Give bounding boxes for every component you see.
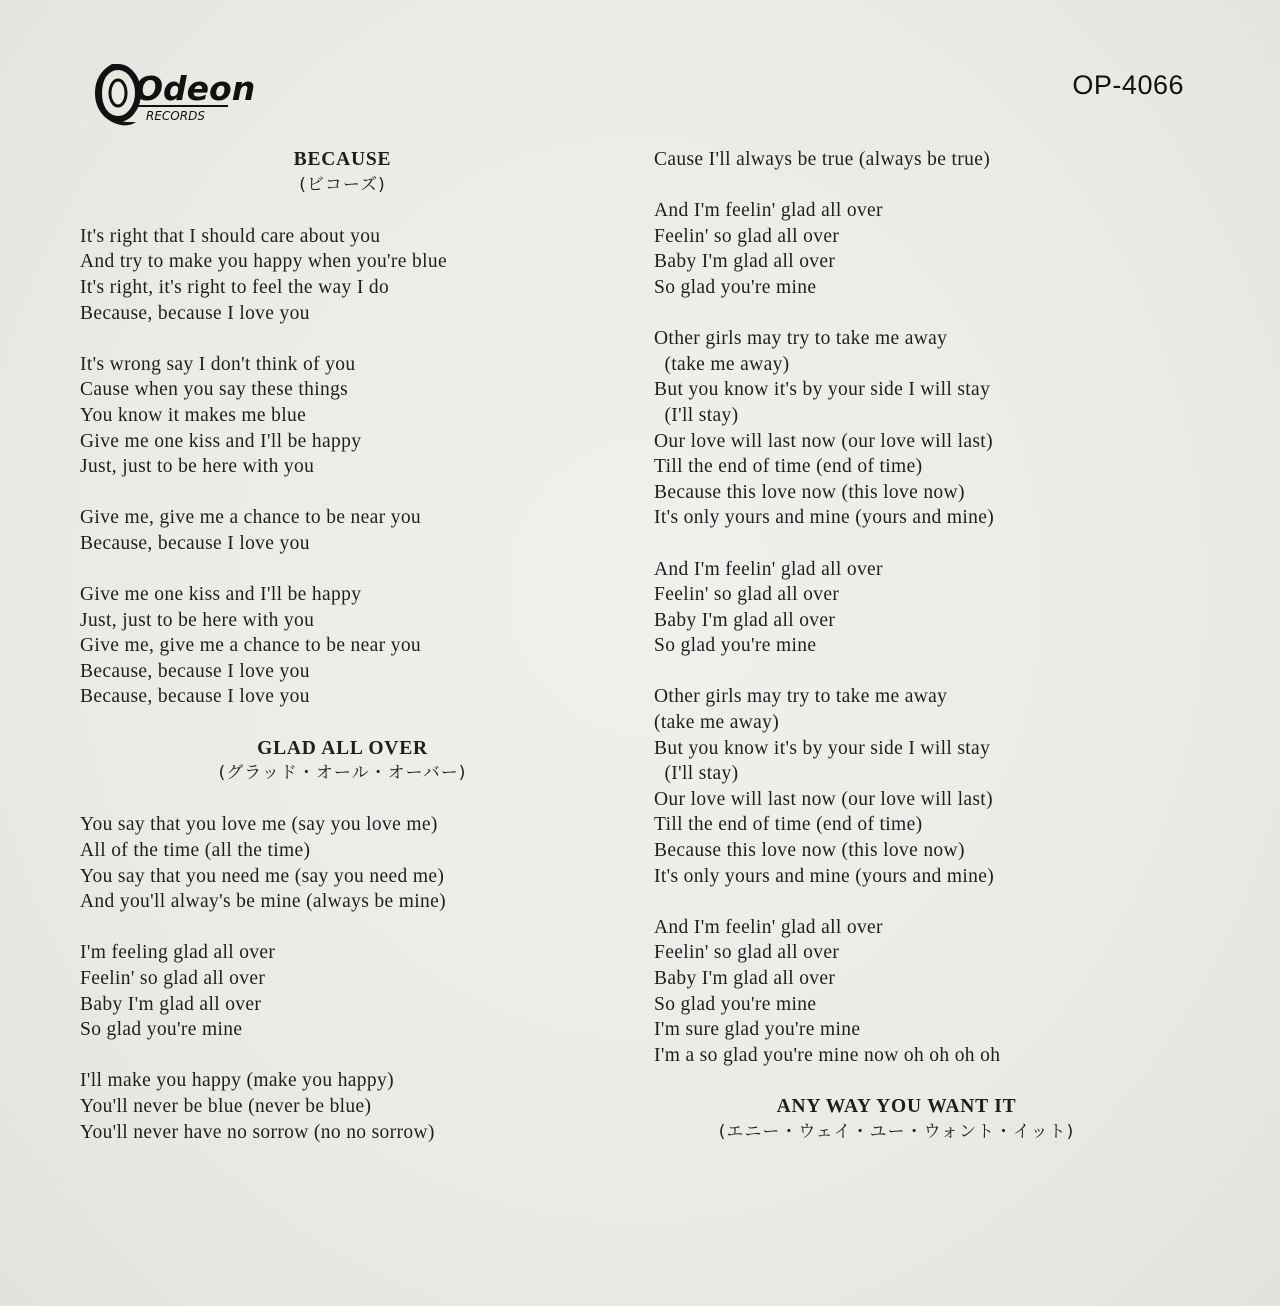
lyric-line: It's only yours and mine (yours and mine) (654, 507, 995, 529)
lyric-line: Baby I'm glad all over (654, 251, 836, 273)
lyric-line: Because this love now (this love now) (654, 840, 965, 862)
left-lyrics-column (80, 147, 625, 1145)
lyric-line: All of the time (all the time) (80, 840, 311, 862)
lyric-line: Give me one kiss and I'll be happy (80, 584, 362, 606)
lyric-line: Other girls may try to take me away (654, 328, 948, 350)
lyric-line: Feelin' so glad all over (654, 942, 840, 964)
lyric-line: I'm sure glad you're mine (654, 1019, 861, 1041)
lyric-line: Baby I'm glad all over (654, 609, 836, 631)
because-lyrics (80, 224, 625, 736)
stanza-break (654, 531, 1214, 557)
lyric-line: You say that you need me (say you need me) (80, 865, 445, 887)
lyric-line: You say that you love me (say you love me) (80, 814, 438, 836)
right-lyrics-column (654, 147, 1214, 1145)
lyric-line: And I'm feelin' glad all over (654, 916, 883, 938)
lyric-line: And you'll alway's be mine (always be mine) (80, 891, 446, 913)
lyric-line: Feelin' so glad all over (80, 968, 266, 989)
song-title-because-jp: (ビコーズ) (299, 174, 386, 195)
lyric-line: So glad you're mine (654, 635, 817, 657)
lyric-line: Other girls may try to take me away (654, 686, 948, 708)
lyric-line: You'll never be blue (never be blue) (80, 1095, 372, 1117)
lyric-line: It's right, it's right to feel the way I do (80, 276, 390, 298)
lyric-line: Because, because I love you (80, 660, 310, 682)
lyric-line: Give me one kiss and I'll be happy (80, 430, 362, 452)
lyric-line: So glad you're mine (654, 993, 817, 1015)
stanza-break (80, 557, 625, 583)
lyric-line: Just, just to be here with you (80, 609, 315, 631)
lyric-line: (I'll stay) (654, 404, 739, 426)
svg-text:RECORDS: RECORDS (146, 109, 205, 123)
lyric-line: Because this love now (this love now) (654, 481, 965, 503)
lyric-line: You know it makes me blue (80, 404, 307, 426)
lyric-line: Feelin' so glad all over (654, 225, 840, 247)
lyric-line: It's only yours and mine (yours and mine) (654, 865, 995, 887)
catalog-number: OP-4066 (1072, 70, 1184, 100)
lyric-line: And I'm feelin' glad all over (654, 558, 883, 580)
lyric-line: Just, just to be here with you (80, 456, 315, 478)
lyric-line: Till the end of time (end of time) (654, 456, 923, 478)
svg-text:Odeon: Odeon (135, 69, 256, 108)
lyric-line: Because, because I love you (80, 532, 310, 554)
song-title-because: BECAUSE (293, 149, 392, 170)
lyric-line: You'll never have no sorrow (no no sorrow) (80, 1121, 435, 1143)
lyric-line: Give me, give me a chance to be near you (80, 507, 422, 529)
glad-all-over-lyrics-continued (654, 147, 1214, 1068)
song-title-any-way-you-want-it-jp: (エニー・ウェイ・ユー・ウォント・イット) (718, 1121, 1075, 1142)
glad-all-over-lyrics (80, 812, 625, 1145)
lyric-line: So glad you're mine (654, 276, 817, 298)
song-title-glad-all-over-jp: (グラッド・オール・オーバー) (218, 763, 467, 784)
lyric-line: (I'll stay) (654, 763, 739, 785)
lyric-line: I'm a so glad you're mine now oh oh oh oh (654, 1044, 1001, 1066)
lyric-line: But you know it's by your side I will stay (654, 379, 991, 401)
stanza-break (80, 915, 625, 941)
lyric-line: I'm feeling glad all over (80, 942, 276, 964)
lyric-line: And I'm feelin' glad all over (654, 200, 883, 222)
lyric-line: Baby I'm glad all over (80, 993, 262, 1015)
stanza-break (654, 301, 1214, 327)
lyric-line: It's wrong say I don't think of you (80, 353, 356, 375)
lyric-line: I'll make you happy (make you happy) (80, 1070, 394, 1092)
stanza-break (80, 326, 625, 352)
lyric-line: Feelin' so glad all over (654, 584, 840, 606)
song-title-glad-all-over: GLAD ALL OVER (257, 737, 428, 759)
lyric-line: Give me, give me a chance to be near you (80, 635, 422, 657)
odeon-logo (88, 56, 256, 130)
stanza-break (654, 173, 1214, 199)
lyric-line: (take me away) (654, 712, 780, 734)
lyric-line: Because, because I love you (80, 686, 310, 708)
lyric-line: Till the end of time (end of time) (654, 814, 923, 836)
lyric-line: (take me away) (654, 353, 790, 375)
lyric-line: Our love will last now (our love will last) (654, 430, 993, 452)
lyric-line: Baby I'm glad all over (654, 968, 836, 989)
stanza-break (80, 1043, 625, 1069)
stanza-break (654, 889, 1214, 915)
lyric-line: But you know it's by your side I will stay (654, 737, 991, 759)
lyric-line: And try to make you happy when you're blue (80, 251, 447, 273)
lyric-line: So glad you're mine (80, 1019, 243, 1041)
lyric-line: It's right that I should care about you (80, 225, 381, 247)
lyric-line: Cause when you say these things (80, 379, 349, 401)
lyric-line: Because, because I love you (80, 302, 310, 324)
stanza-break (80, 480, 625, 506)
lyric-line: Cause I'll always be true (always be true) (654, 149, 991, 170)
song-title-any-way-you-want-it: ANY WAY YOU WANT IT (776, 1095, 1017, 1117)
stanza-break (654, 659, 1214, 685)
lyric-line: Our love will last now (our love will last) (654, 788, 993, 810)
